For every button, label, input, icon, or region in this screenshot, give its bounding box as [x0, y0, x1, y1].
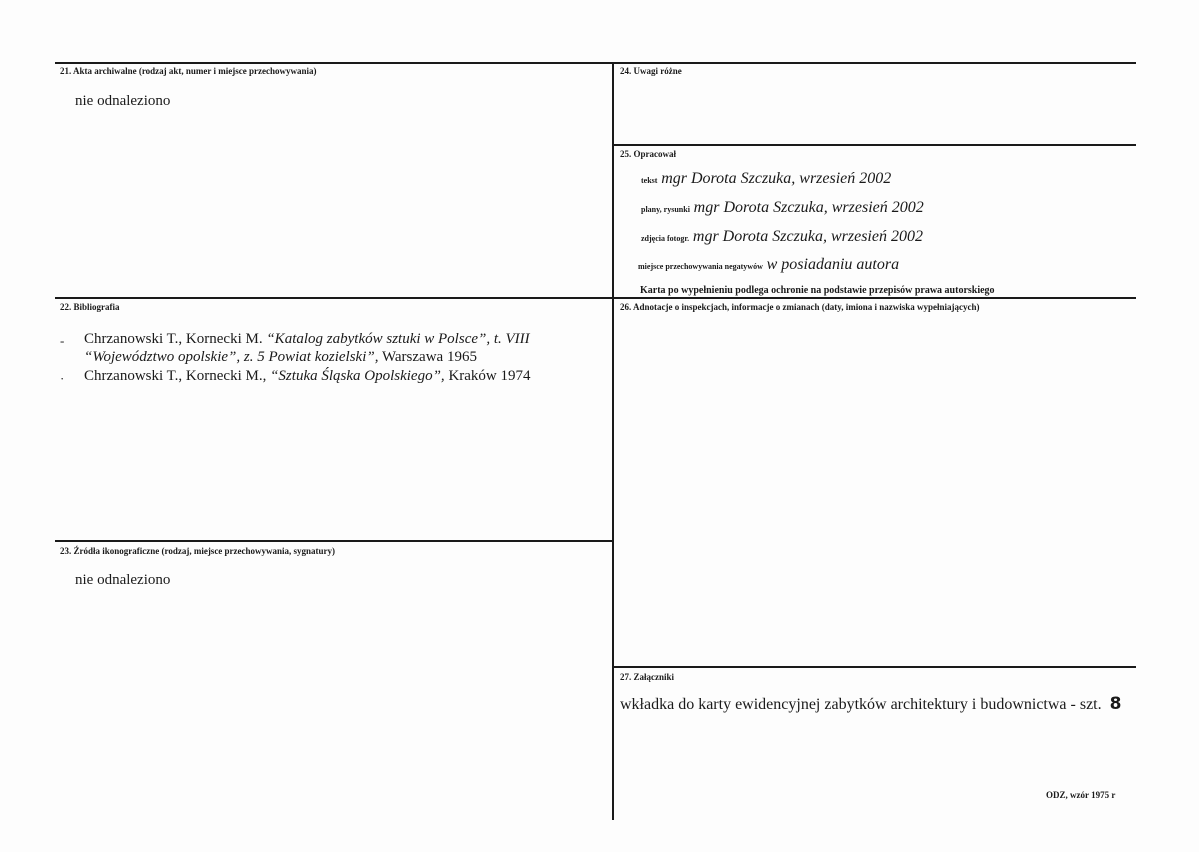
- section-21-text: nie odnaleziono: [75, 93, 171, 109]
- section-27-header: 27. Załączniki: [620, 672, 675, 682]
- bibliography-entry-1-line-2: “Województwo opolskie”, z. 5 Powiat kozielski”, Warszawa 1965: [84, 349, 477, 365]
- rule-22: [55, 297, 1136, 299]
- section-21-header: 21. Akta archiwalne (rodzaj akt, numer i miejsce przechowywania): [60, 66, 317, 76]
- attachments-count: 8: [1109, 694, 1122, 714]
- rule-27: [614, 666, 1136, 668]
- center-divider: [612, 62, 614, 820]
- prepared-plans-row: plany, rysunki mgr Dorota Szczuka, wrzesień 2002: [641, 199, 924, 216]
- bibliography-entry-1-line-1: Chrzanowski T., Kornecki M. “Katalog zabytków sztuki w Polsce”, t. VIII: [84, 331, 530, 347]
- attachments-text: wkładka do karty ewidencyjnej zabytków architektury i budownictwa - szt. 8: [620, 694, 1122, 714]
- section-22-header: 22. Bibliografia: [60, 302, 120, 312]
- negatives-storage-row: miejsce przechowywania negatywów w posiadaniu autora: [638, 256, 900, 273]
- section-23-header: 23. Źródła ikonograficzne (rodzaj, miejsce przechowywania, sygnatury): [60, 546, 336, 556]
- prepared-photos-row: zdjęcia fotogr. mgr Dorota Szczuka, wrzesień 2002: [641, 228, 923, 245]
- rule-23: [55, 540, 613, 542]
- bullet-dash: -: [60, 333, 65, 348]
- section-25-header: 25. Opracował: [620, 149, 676, 159]
- top-rule-right: [614, 62, 1136, 64]
- form-footer: ODZ, wzór 1975 r: [1046, 790, 1116, 800]
- section-23-text: nie odnaleziono: [75, 572, 171, 588]
- top-rule-left: [55, 62, 615, 64]
- bibliography-entry-2: Chrzanowski T., Kornecki M., “Sztuka Śląska Opolskiego”, Kraków 1974: [84, 368, 531, 384]
- rule-25: [614, 144, 1136, 146]
- prepared-text-row: tekst mgr Dorota Szczuka, wrzesień 2002: [641, 170, 892, 187]
- bullet-dot: ·: [60, 371, 65, 386]
- section-24-header: 24. Uwagi różne: [620, 66, 682, 76]
- copyright-notice: Karta po wypełnieniu podlega ochronie na podstawie przepisów prawa autorskiego: [640, 285, 995, 296]
- section-26-header: 26. Adnotacje o inspekcjach, informacje o zmianach (daty, imiona i nazwiska wypełniających): [620, 302, 980, 312]
